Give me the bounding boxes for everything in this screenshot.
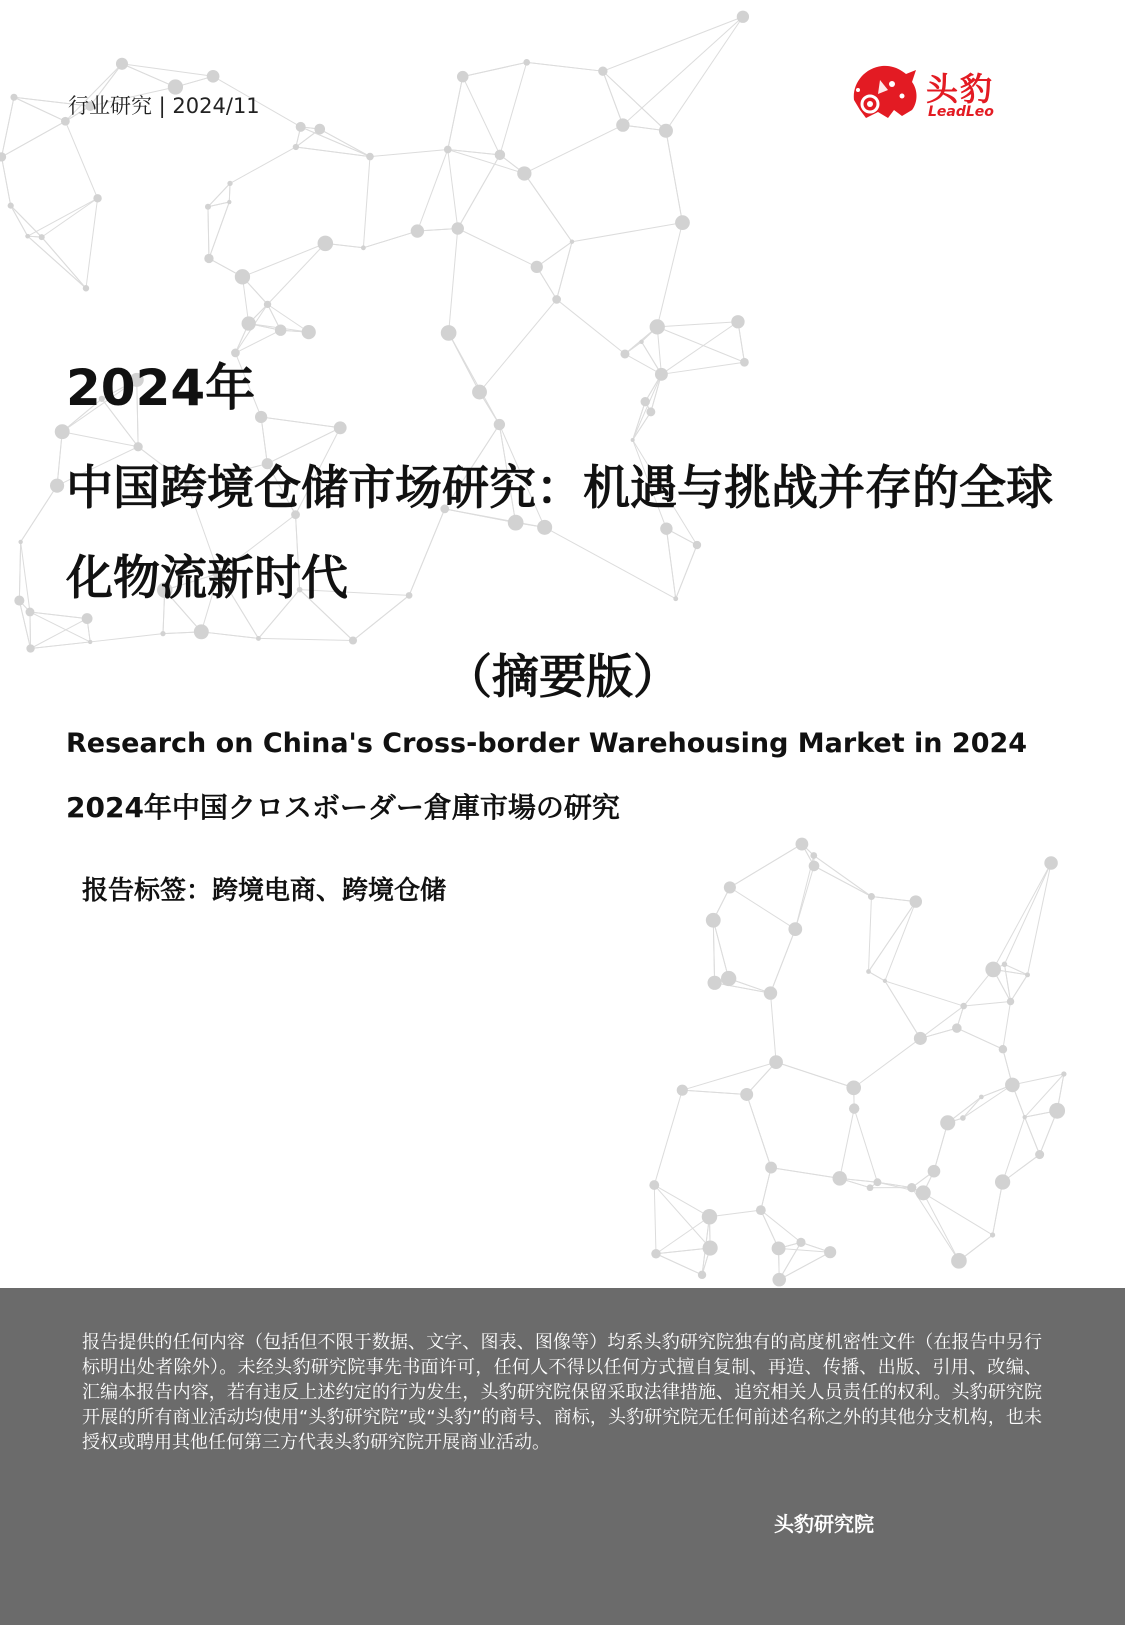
- copyright-disclaimer: 报告提供的任何内容（包括但不限于数据、文字、图表、图像等）均系头豹研究院独有的高度机密性文件（在报告中另行标明出处者除外）。未经头豹研究院事先书面许可，任何人不得以任何方式擅自复制、再造、传播、出版、引用、改编、汇编本报告内容，若有违反上述约定的行为发生，头豹研究院保留采取法律措施、追究相关人员责任的权利。头豹研究院开展的所有商业活动均使用“头豹研究院”或“头豹”的商号、商标，头豹研究院无任何前述名称之外的其他分支机构，也未授权或聘用其他任何第三方代表头豹研究院开展商业活动。: [82, 1332, 1042, 1453]
- english-title: Research on China's Cross-border Warehousing Market in 2024: [66, 728, 1028, 759]
- footer-signature: 头豹研究院: [774, 1512, 874, 1536]
- japanese-title: 2024年中国クロスボーダー倉庫市場の研究: [66, 791, 620, 824]
- logo-text-en: LeadLeo: [928, 104, 994, 120]
- logo-text-cn: 头豹: [926, 70, 995, 108]
- leadleo-logo: [848, 60, 1008, 126]
- title-year: 2024年: [66, 359, 256, 417]
- report-title: 中国跨境仓储市场研究：机遇与挑战并存的全球化物流新时代: [66, 461, 1053, 606]
- footer-disclaimer-panel: [0, 1288, 1125, 1625]
- leopard-head-icon: [848, 60, 920, 126]
- report-category-date: 行业研究 | 2024/11: [68, 94, 260, 118]
- report-tags: 报告标签：跨境电商、跨境仓储: [82, 876, 447, 906]
- abstract-edition-label: （摘要版）: [445, 650, 680, 705]
